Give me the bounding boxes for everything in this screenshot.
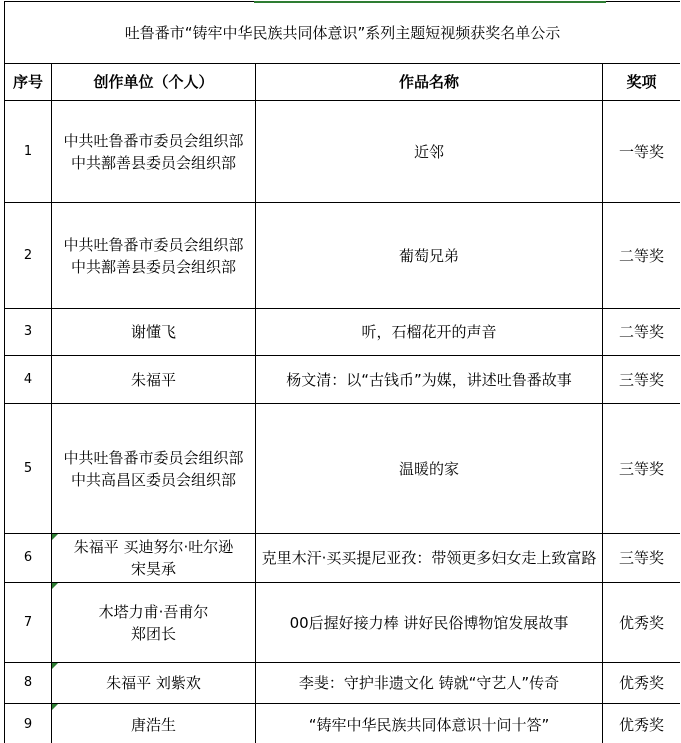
cell-award[interactable]: 优秀奖 <box>603 583 681 663</box>
unit-line: 谢懂飞 <box>130 323 176 341</box>
cell-unit[interactable] <box>52 309 256 356</box>
cell-work[interactable]: “铸牢中华民族共同体意识十问十答” <box>256 704 603 743</box>
cell-unit[interactable] <box>52 404 256 534</box>
cell-unit[interactable] <box>52 203 256 309</box>
cell-unit[interactable] <box>52 101 256 203</box>
unit-line: 唐浩生 <box>130 716 176 734</box>
table-row <box>5 203 681 309</box>
table-row <box>5 101 681 203</box>
cell-unit[interactable] <box>52 663 256 704</box>
cell-work[interactable]: 听，石榴花开的声音 <box>256 309 603 356</box>
spreadsheet <box>4 1 680 743</box>
unit-line: 中共吐鲁番市委员会组织部 <box>63 235 244 254</box>
title-row <box>5 2 681 64</box>
cell-no[interactable]: 1 <box>5 101 52 203</box>
header-row <box>5 64 681 101</box>
cell-award[interactable]: 三等奖 <box>603 404 681 534</box>
table-row <box>5 704 681 743</box>
page-title[interactable]: 吐鲁番市“铸牢中华民族共同体意识”系列主题短视频获奖名单公示 <box>5 2 681 64</box>
cell-work[interactable]: 近邻 <box>256 101 603 203</box>
unit-line: 朱福平 <box>130 370 176 389</box>
unit-line: 中共高昌区委员会组织部 <box>70 470 236 489</box>
header-no[interactable]: 序号 <box>5 64 52 101</box>
table-row <box>5 404 681 534</box>
table-row <box>5 663 681 704</box>
cell-unit[interactable] <box>52 356 256 404</box>
table-row <box>5 356 681 404</box>
cell-award[interactable]: 二等奖 <box>603 203 681 309</box>
cell-no[interactable]: 2 <box>5 203 52 309</box>
cell-no[interactable]: 7 <box>5 583 52 663</box>
cell-work[interactable]: 杨文清：以“古钱币”为媒，讲述吐鲁番故事 <box>256 356 603 404</box>
header-award[interactable]: 奖项 <box>603 64 681 101</box>
cell-work[interactable]: 葡萄兄弟 <box>256 203 603 309</box>
header-unit[interactable]: 创作单位（个人） <box>52 64 256 101</box>
cell-award[interactable]: 优秀奖 <box>603 704 681 743</box>
cell-no[interactable]: 8 <box>5 663 52 704</box>
cell-no[interactable]: 4 <box>5 356 52 404</box>
table-row <box>5 534 681 583</box>
cell-work[interactable]: 李斐：守护非遗文化 铸就“守艺人”传奇 <box>256 663 603 704</box>
cell-no[interactable]: 3 <box>5 309 52 356</box>
comment-marker <box>52 534 58 540</box>
comment-marker <box>52 663 58 669</box>
unit-line: 木塔力甫·吾甫尔 <box>98 602 209 621</box>
cell-unit[interactable] <box>52 534 256 583</box>
comment-marker <box>52 583 58 589</box>
cell-award[interactable]: 一等奖 <box>603 101 681 203</box>
table-row <box>5 309 681 356</box>
cell-award[interactable]: 二等奖 <box>603 309 681 356</box>
table-row <box>5 583 681 663</box>
cell-work[interactable]: 00后握好接力棒 讲好民俗博物馆发展故事 <box>256 583 603 663</box>
cell-no[interactable]: 9 <box>5 704 52 743</box>
unit-line: 中共吐鲁番市委员会组织部 <box>63 448 244 467</box>
unit-line: 宋昊承 <box>130 560 176 578</box>
comment-marker <box>52 704 58 710</box>
cell-no[interactable]: 6 <box>5 534 52 583</box>
cell-work[interactable]: 克里木汗·买买提尼亚孜：带领更多妇女走上致富路 <box>256 534 603 583</box>
header-work[interactable]: 作品名称 <box>256 64 603 101</box>
cell-work[interactable]: 温暖的家 <box>256 404 603 534</box>
cell-award[interactable]: 三等奖 <box>603 356 681 404</box>
cell-unit[interactable] <box>52 704 256 743</box>
cell-award[interactable]: 三等奖 <box>603 534 681 583</box>
unit-line: 中共鄯善县委员会组织部 <box>70 153 236 172</box>
unit-line: 郑团长 <box>130 624 176 643</box>
award-table <box>4 1 680 743</box>
cell-unit[interactable] <box>52 583 256 663</box>
cell-award[interactable]: 优秀奖 <box>603 663 681 704</box>
unit-line: 朱福平 买迪努尔·吐尔逊 <box>73 538 234 556</box>
cell-no[interactable]: 5 <box>5 404 52 534</box>
unit-line: 中共吐鲁番市委员会组织部 <box>63 131 244 150</box>
unit-line: 朱福平 刘紫欢 <box>106 674 201 692</box>
unit-line: 中共鄯善县委员会组织部 <box>70 257 236 276</box>
